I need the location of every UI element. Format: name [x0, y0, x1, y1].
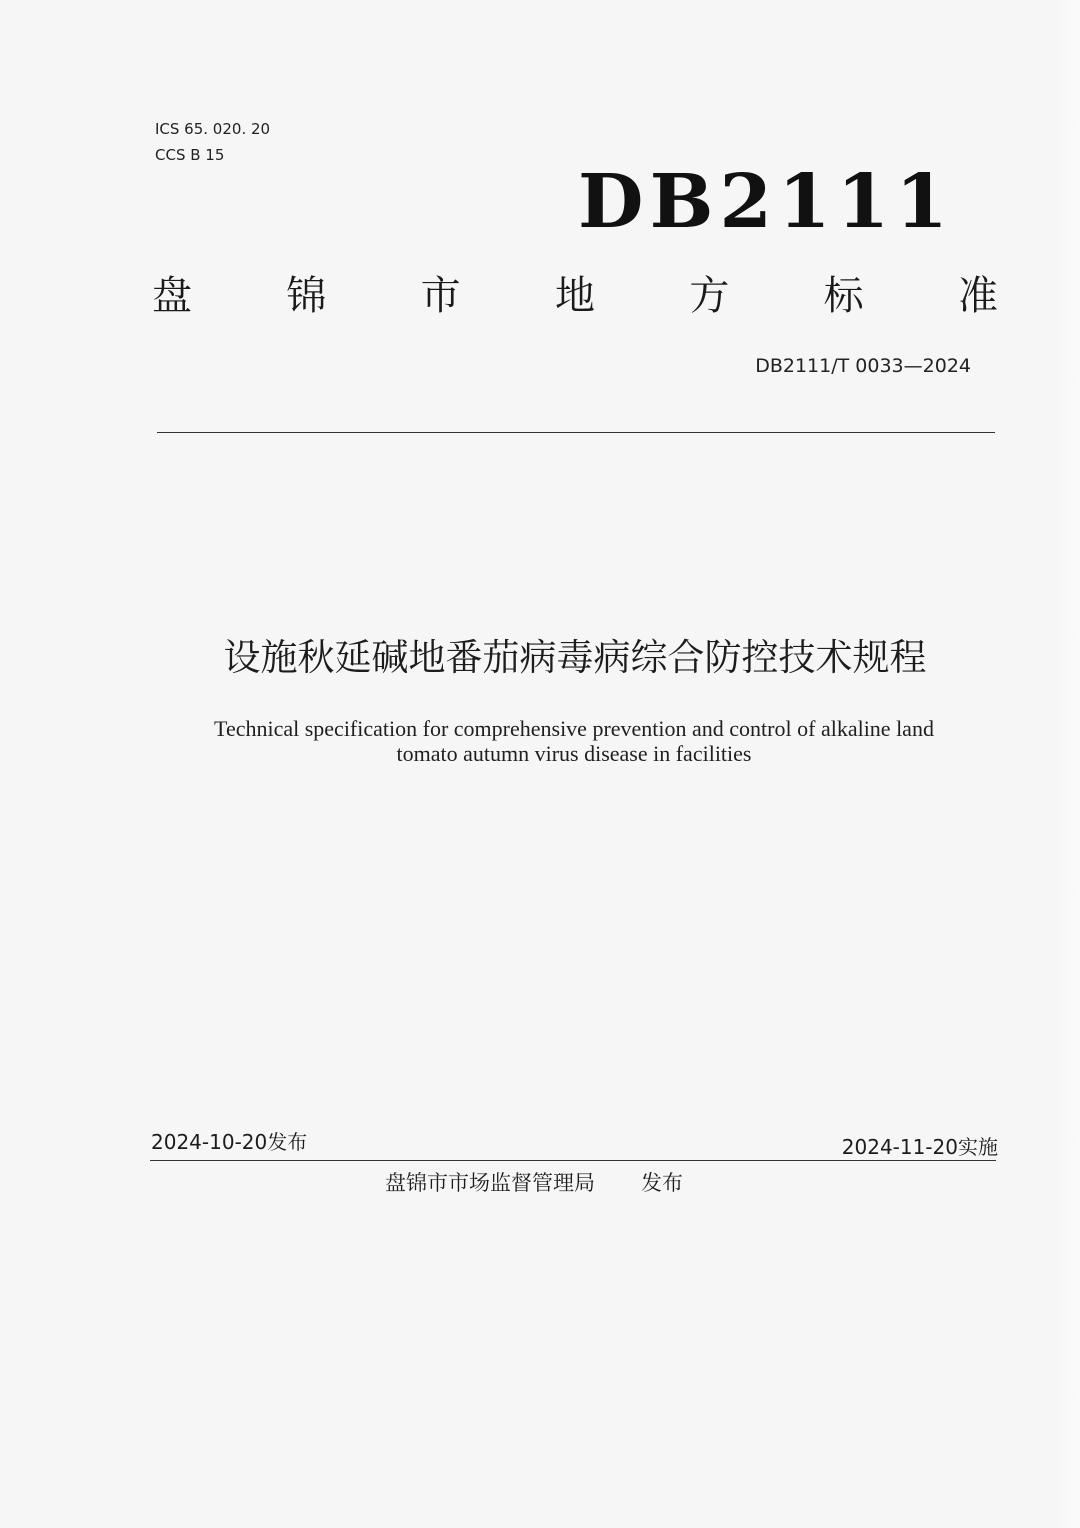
issue-date: 2024-10-20发布	[151, 1130, 308, 1154]
issuer-line	[385, 1168, 683, 1198]
standard-type-char: 标	[823, 273, 864, 319]
bottom-divider	[150, 1160, 996, 1161]
standard-type-char: 方	[689, 273, 730, 319]
standard-type-title	[150, 268, 1000, 324]
standard-type-char: 盘	[152, 273, 192, 319]
chinese-title: 设施秋延碱地番茄病毒病综合防控技术规程	[223, 636, 927, 679]
standard-type-char: 锦	[286, 273, 327, 319]
standard-type-char: 准	[957, 273, 998, 319]
ics-code: ICS 65. 020. 20	[155, 120, 271, 138]
classification-codes	[155, 116, 270, 168]
standard-type-char: 市	[420, 273, 461, 319]
issuer-name: 盘锦市市场监督管理局	[385, 1171, 595, 1195]
english-title	[140, 716, 1008, 766]
ccs-code: CCS B 15	[155, 146, 225, 164]
standard-type-char: 地	[554, 273, 595, 319]
standard-number: DB2111/T 0033—2024	[755, 355, 971, 377]
issuer-action: 发布	[641, 1171, 683, 1195]
effective-date: 2024-11-20实施	[841, 1135, 998, 1159]
english-title-line: Technical specification for comprehensive prevention and control of alkaline land	[214, 716, 934, 741]
top-divider	[157, 432, 995, 433]
db-logo: DB2111	[578, 159, 955, 245]
english-title-line: tomato autumn virus disease in facilities	[396, 741, 752, 766]
